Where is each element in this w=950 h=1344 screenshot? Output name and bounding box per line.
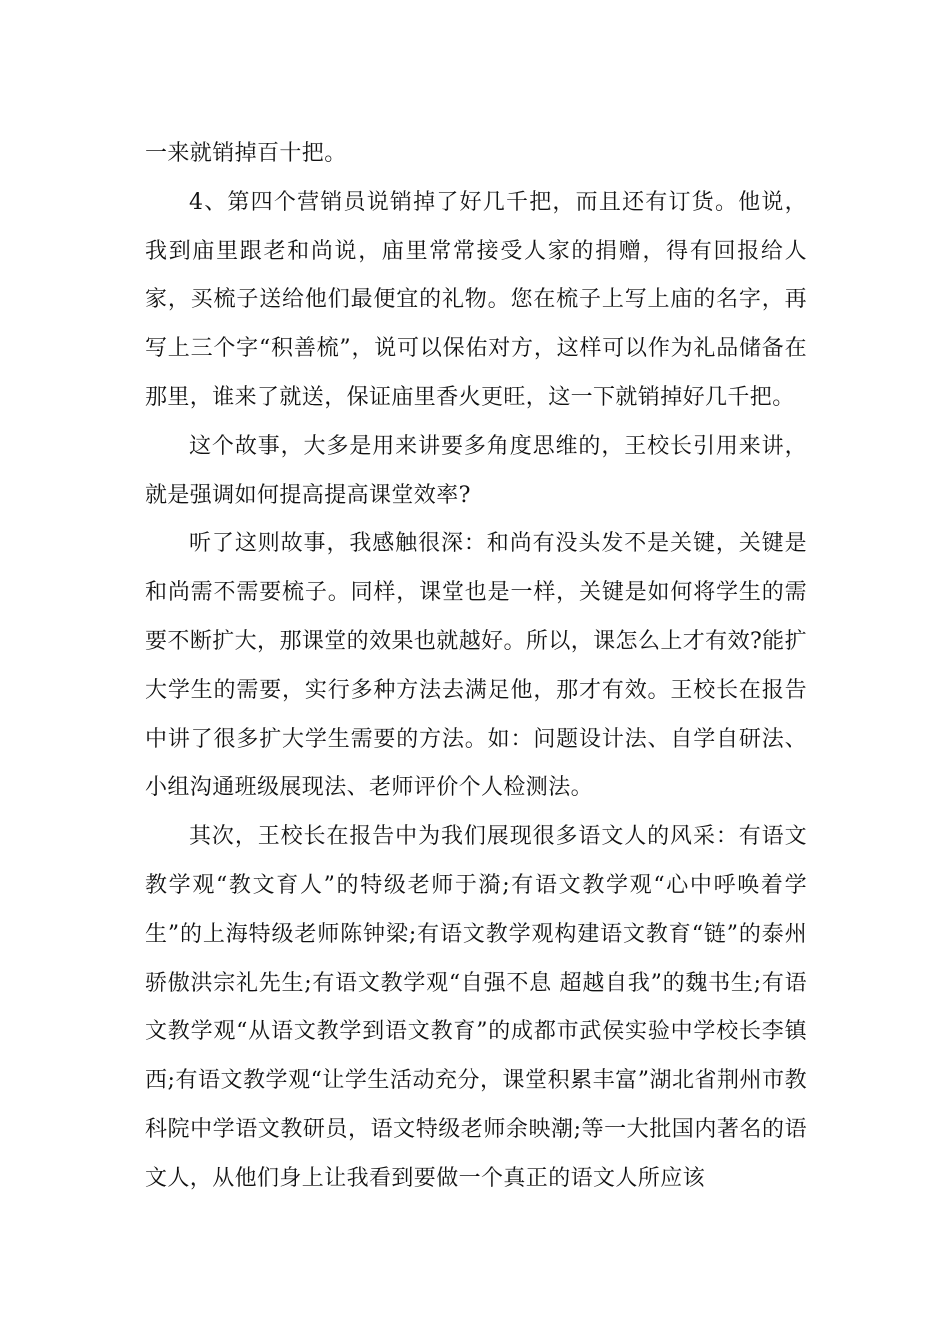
document-body <box>145 130 807 1204</box>
paragraph-chinese-teachers: 其次，王校长在报告中为我们展现很多语文人的风采：有语文教学观“教文育人”的特级老师于漪;有语文教学观“心中呼唤着学生”的上海特级老师陈钟梁;有语文教学观构建语文教育“链”的泰州骄傲洪宗礼先生;有语文教学观“自强不息 超越自我”的魏书生;有语文教学观“从语文教学到语文教育”的成都市武侯实验中学校长李镇西;有语文教学观“让学生活动充分，课堂积累丰富”湖北省荆州市教科院中学语文教研员，语文特级老师余映潮;等一大批国内著名的语文人，从他们身上让我看到要做一个真正的语文人所应该 <box>145 824 807 1191</box>
paragraph-reflection: 听了这则故事，我感触很深：和尚有没头发不是关键，关键是和尚需不需要梳子。同样，课堂也是一样，关键是如何将学生的需要不断扩大，那课堂的效果也就越好。所以，课怎么上才有效?能扩大学生的需要，实行多种方法去满足他，那才有效。王校长在报告中讲了很多扩大学生需要的方法。如：问题设计法、自学自研法、小组沟通班级展现法、老师评价个人检测法。 <box>145 531 807 801</box>
paragraph-fourth-salesman: 4、第四个营销员说销掉了好几千把，而且还有订货。他说，我到庙里跟老和尚说，庙里常常接受人家的捐赠，得有回报给人家，买梳子送给他们最便宜的礼物。您在梳子上写上庙的名字，再写上三个字“积善梳”，说可以保佑对方，这样可以作为礼品储备在那里，谁来了就送，保证庙里香火更旺，这一下就销掉好几千把。 <box>145 189 807 410</box>
paragraph-continuation: 一来就销掉百十把。 <box>145 141 347 166</box>
paragraph-story-purpose: 这个故事，大多是用来讲要多角度思维的，王校长引用来讲，就是强调如何提高提高课堂效率? <box>145 433 807 508</box>
